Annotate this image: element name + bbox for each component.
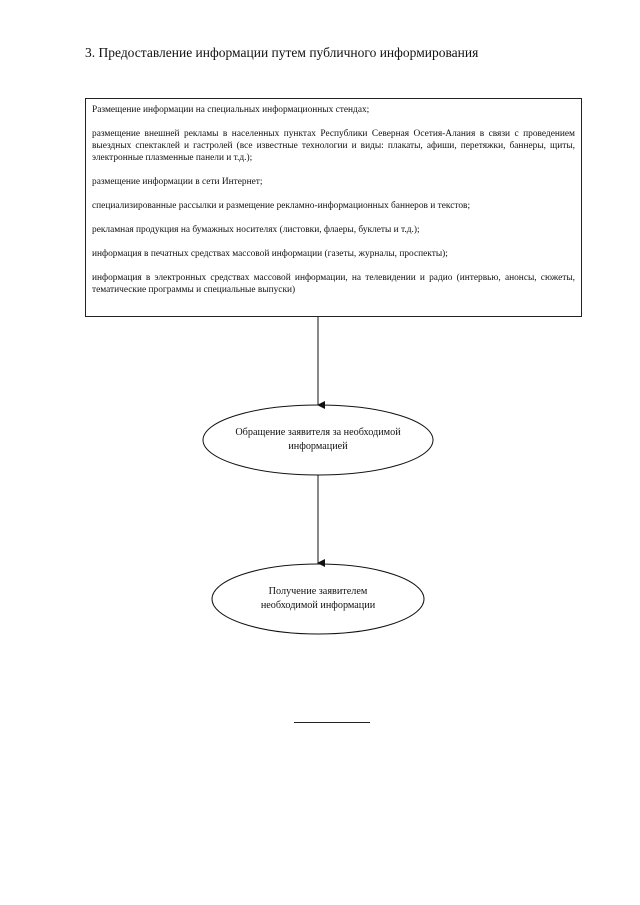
channel-item: Размещение информации на специальных информационных стендах; [92,105,370,115]
separator-line [294,722,370,723]
channel-item: размещение внешней рекламы в населенных пунктах Республики Северная Осетия-Алания в связи с проведением выездных спектаклей и гастролей (все известные технологии и виды: плакаты, афиши, перетяжки, баннеры, щиты, электронные плазменные панели и т.д.); [92,129,575,163]
receipt-label: Получение заявителем необходимой информации [260,586,376,611]
channel-item: размещение информации в сети Интернет; [92,177,263,187]
channel-item: специализированные рассылки и размещение рекламно-информационных баннеров и текстов; [92,201,471,211]
request-label: Обращение заявителя за необходимой информацией [235,427,401,452]
channel-item: информация в печатных средствах массовой информации (газеты, журналы, проспекты); [92,249,448,259]
channel-item: рекламная продукция на бумажных носителях (листовки, флаеры, буклеты и т.д.); [92,225,420,235]
section-heading: 3. Предоставление информации путем публичного информирования [85,45,479,60]
channel-item: информация в электронных средствах массовой информации, на телевидении и радио (интервью, анонсы, сюжеты, тематические программы и специальные выпуски) [92,273,575,295]
